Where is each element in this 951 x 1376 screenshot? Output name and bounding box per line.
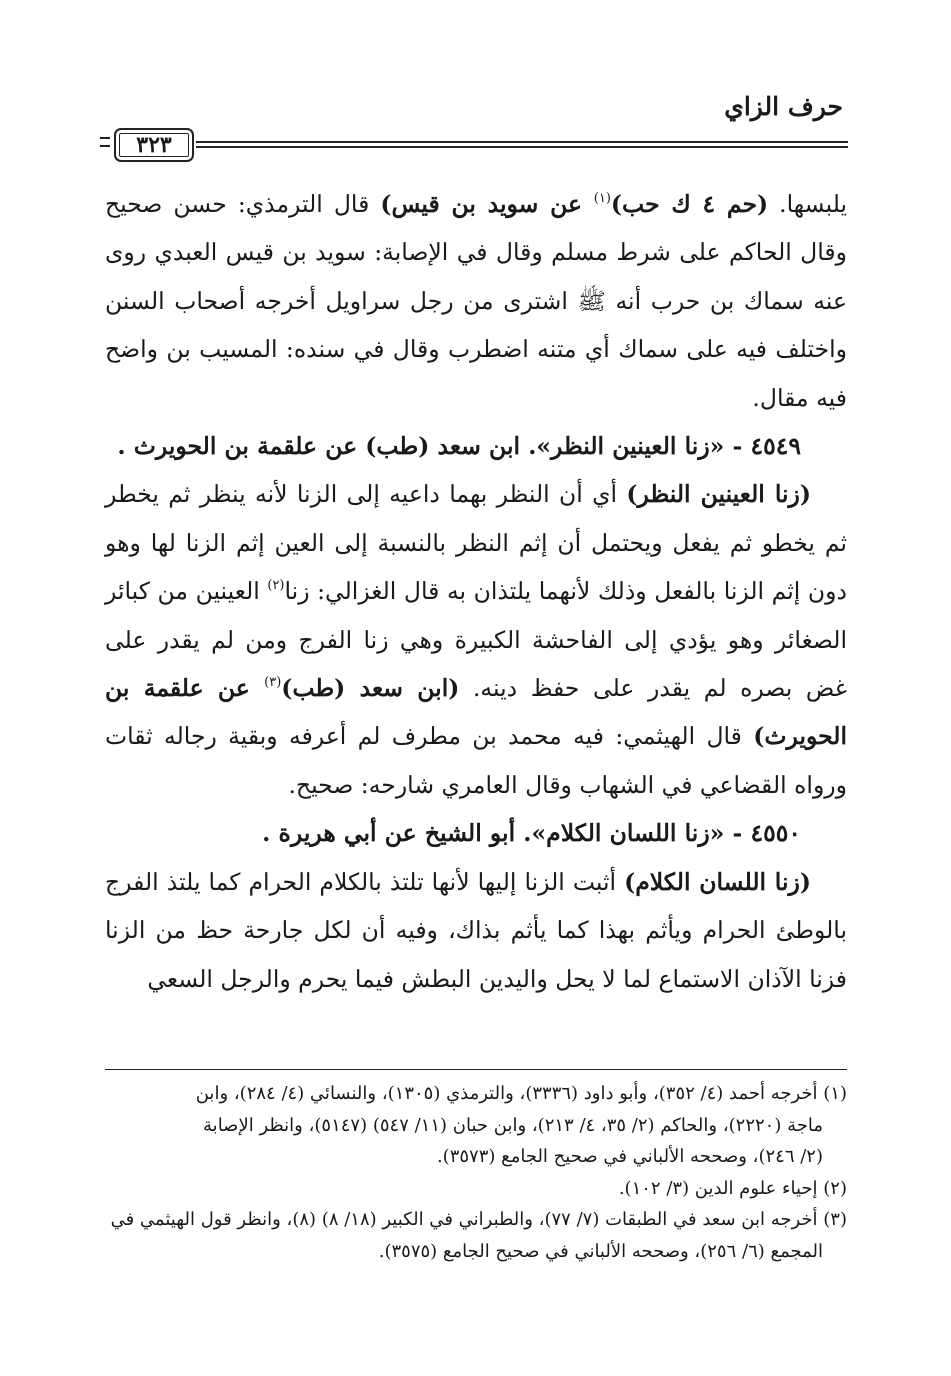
- hadith-4549: [105, 422, 847, 470]
- paragraph-3: [105, 858, 847, 1003]
- hadith-quote: (زنا العينين النظر): [626, 480, 811, 509]
- footnote-ref-3[interactable]: (٣): [264, 675, 282, 691]
- header-rule: [100, 128, 848, 162]
- footnote-line: ماجة (٢٢٢٠)، والحاكم (٢/ ٣٥، ٤/ ٢١٣)، وابن حبان (١١/ ٥٤٧) (٥١٤٧)، وانظر الإصابة: [203, 1114, 823, 1136]
- footnote-line: (٢/ ٢٤٦)، وصححه الألباني في صحيح الجامع (٣٥٧٣).: [436, 1146, 823, 1167]
- source-codes: (حم ٤ ك حب): [610, 190, 769, 218]
- hadith-heading: ٤٥٤٩ - «زنا العينين النظر». ابن سعد (طب) عن علقمة بن الحويرث .: [117, 432, 801, 461]
- page-number: ٣٢٣: [114, 128, 194, 162]
- footnote-2: [105, 1173, 847, 1205]
- footnote-ref-2[interactable]: (٢): [267, 578, 285, 594]
- main-text: [105, 180, 847, 1003]
- hadith-4550: [105, 809, 847, 857]
- footnote-3-cont: [105, 1236, 847, 1268]
- text-run: أي أن النظر بهما داعيه إلى الزنا لأنه ينظر ثم يخطر ثم يخطو ثم يفعل ويحتمل أن إثم النظر بالنسبة إلى العين إثم الزنا لها وهو دون إثم الزنا بالفعل وذلك لأنهما يلتذان به قال الغزالي: زنا: [105, 480, 847, 606]
- footnote-line: المجمع (٦/ ٢٥٦)، وصححه الألباني في صحيح الجامع (٣٥٧٥).: [378, 1240, 823, 1262]
- narrator: عن علقمة بن الحويرث): [105, 674, 847, 751]
- footnote-line: (٢) إحياء علوم الدين (٣/ ١٠٢).: [618, 1177, 847, 1199]
- footnote-1-cont: [105, 1110, 847, 1142]
- paragraph-1: [105, 180, 847, 422]
- text-run: قال الترمذي: حسن صحيح وقال الحاكم على شرط مسلم وقال في الإصابة: سويد بن قيس العبدي روى عنه سماك بن حرب أنه ﷺ اشترى من رجل سراويل أخرجه أصحاب السنن واختلف فيه على سماك أي متنه اضطرب وقال في سنده: المسيب بن واضح فيه مقال.: [105, 190, 847, 412]
- text-run: أثبت الزنا إليها لأنها تلتذ بالكلام الحرام كما يلتذ الفرج بالوطئ الحرام ويأثم بهذا كما يأثم بذاك، وفيه أن لكل جارحة حظ من الزنا فزنا الآذان الاستماع لما لا يحل واليدين البطش فيما يحرم والرجل السعي: [105, 867, 847, 993]
- footnote-1-cont: [105, 1141, 847, 1173]
- text-run: قال الهيثمي: فيه محمد بن مطرف لم أعرفه وبقية رجاله ثقات ورواه القضاعي في الشهاب وقال العامري شارحه: صحيح.: [105, 722, 847, 799]
- footnote-separator: [105, 1069, 847, 1070]
- text-run: العينين من كبائر الصغائر وهو يؤدي إلى الفاحشة الكبيرة وهي زنا الفرج ومن لم يقدر على غض بصره لم يقدر على حفظ دينه.: [105, 577, 847, 703]
- header-double-line: [196, 141, 848, 148]
- footnote-1: [105, 1078, 847, 1110]
- footnote-3: [105, 1204, 847, 1236]
- paragraph-2: [105, 470, 847, 809]
- hadith-heading: ٤٥٥٠ - «زنا اللسان الكلام». أبو الشيخ عن أبي هريرة .: [262, 819, 801, 848]
- hadith-quote: (زنا اللسان الكلام): [624, 867, 811, 896]
- running-title: حرف الزاي: [724, 92, 843, 121]
- source-codes: (ابن سعد (طب): [281, 674, 460, 703]
- footnotes: [105, 1078, 847, 1267]
- footnote-line: (١) أخرجه أحمد (٤/ ٣٥٢)، وأبو داود (٣٣٣٦)، والترمذي (١٣٠٥)، والنسائي (٤/ ٢٨٤)، وابن: [195, 1083, 847, 1104]
- footnote-ref-1[interactable]: (١): [593, 191, 611, 206]
- text-run: يلبسها.: [768, 190, 848, 218]
- footnote-line: (٣) أخرجه ابن سعد في الطبقات (٧/ ٧٧)، والطبراني في الكبير (١٨/ ٨) (٨)، وانظر قول الهيثمي في: [110, 1209, 847, 1230]
- page-number-dash: [100, 137, 110, 147]
- narrator: عن سويد بن قيس): [380, 190, 594, 218]
